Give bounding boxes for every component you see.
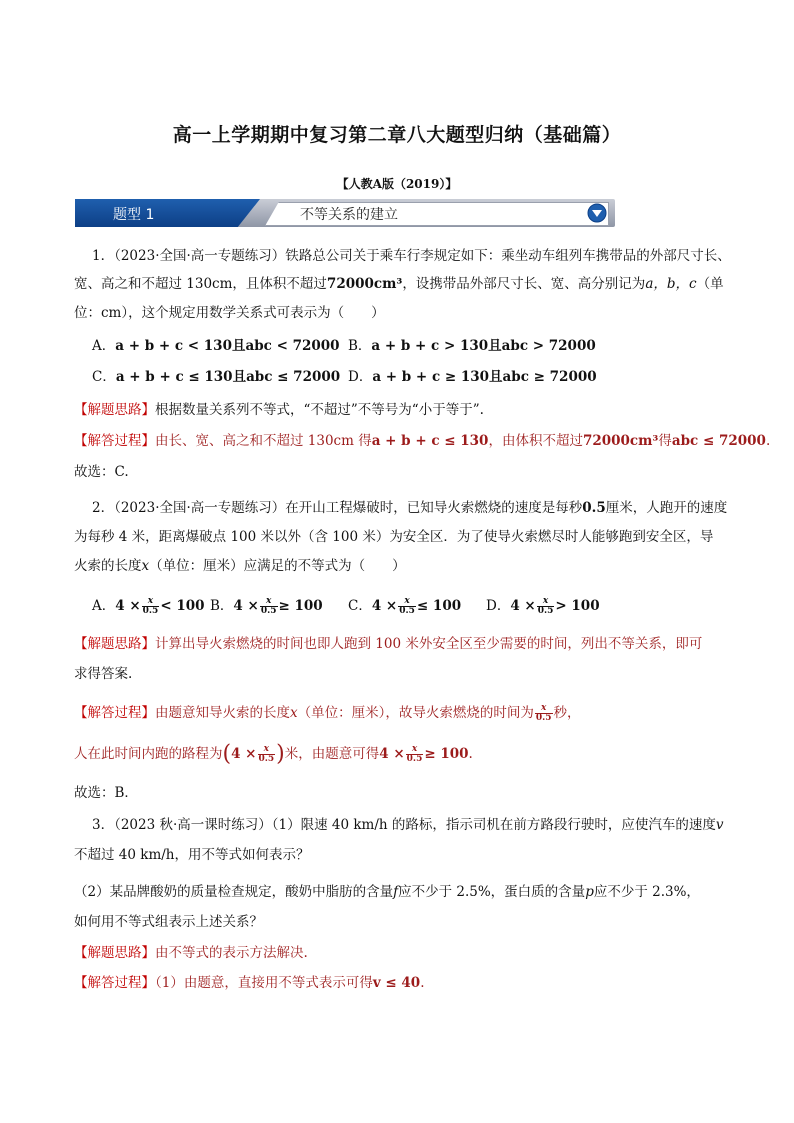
q1-option-c: C．a + b + c ≤ 130且abc ≤ 72000: [92, 369, 341, 385]
q1-solve: 【解答过程】由长、宽、高之和不超过 130cm 得a + b + c ≤ 130，由体积不超过72000cm³得abc ≤ 72000.: [74, 433, 771, 449]
q1-option-b: B．a + b + c > 130且abc > 72000: [348, 338, 596, 354]
q3-stem-line-3: （2）某品牌酸奶的质量检查规定，酸奶中脂肪的含量f应不少于 2.5%，蛋白质的含量p应不少于 2.3%，: [74, 884, 700, 900]
q2-solve-line-1: 【解答过程】由题意知导火索的长度x（单位：厘米），故导火索燃烧的时间为 $\frac{x}{0.5}$ 秒，: [74, 703, 581, 723]
topic-tag-label: 题型 1: [113, 207, 155, 223]
q1-stem-line-3: 位：cm），这个规定用数学关系式可表示为（ ）: [74, 305, 385, 321]
q2-option-d: D．4 × $\frac{x}{0.5}$ > 100: [486, 596, 600, 616]
q1-think: 【解题思路】根据数量关系列不等式，“不超过”不等号为“小于等于”.: [74, 402, 484, 418]
q3-stem-line-1: 3．（2023 秋·高一课时练习）（1）限速 40 km/h 的路标，指示司机在前方路段行驶时，应使汽车的速度v: [92, 817, 724, 833]
q2-think-line-1: 【解题思路】计算出导火索燃烧的时间也即人跑到 100 米外安全区至少需要的时间，列出不等关系，即可: [74, 636, 703, 652]
topic-title: 不等关系的建立: [300, 207, 398, 223]
q2-stem-line-3: 火索的长度x（单位：厘米）应满足的不等式为（ ）: [74, 558, 406, 574]
q3-solve: 【解答过程】（1）由题意，直接用不等式表示可得v ≤ 40.: [74, 975, 425, 991]
q3-stem-line-2: 不超过 40 km/h，用不等式如何表示？: [74, 847, 310, 863]
q2-option-a: A．4 × $\frac{x}{0.5}$ < 100: [92, 596, 205, 616]
edition-subtitle: 【人教A版（2019）】: [336, 177, 458, 191]
q1-stem-line-2: [74, 274, 724, 294]
q2-think-line-2: 求得答案.: [74, 666, 133, 682]
q2-stem-line-1: 2．（2023·全国·高一专题练习）在开山工程爆破时，已知导火索燃烧的速度是每秒0.5厘米，人跑开的速度: [92, 500, 728, 516]
chevron-down-icon[interactable]: [587, 203, 607, 223]
q1-option-a: A．a + b + c < 130且abc < 72000: [92, 338, 340, 354]
q1-vars: a，b，c: [645, 276, 697, 292]
page-title: 高一上学期期中复习第二章八大题型归纳（基础篇）: [172, 124, 622, 146]
q2-solve-line-2: 人在此时间内跑的路程为(4 × $\frac{x}{0.5}$ )米，由题意可得4 × $\frac{x}{0.5}$ ≥ 100.: [74, 741, 473, 767]
q1-option-d: D．a + b + c ≥ 130且abc ≥ 72000: [348, 369, 597, 385]
q1-text: 宽、高之和不超过 130cm，且体积不超过: [74, 276, 327, 292]
q1-stem-line-1: 1．（2023·全国·高一专题练习）铁路总公司关于乘车行李规定如下：乘坐动车组列车携带品的外部尺寸长、: [92, 248, 731, 264]
topic-tag: [75, 199, 260, 227]
q1-text: （单: [696, 276, 724, 292]
topic-banner: [75, 199, 615, 227]
q3-stem-line-4: 如何用不等式组表示上述关系？: [74, 914, 263, 930]
q1-text: ，设携带品外部尺寸长、宽、高分别记为: [402, 276, 646, 292]
q2-option-b: B．4 × $\frac{x}{0.5}$ ≥ 100: [210, 596, 323, 616]
q1-volume: 72000cm³: [326, 276, 403, 292]
q1-answer: 故选：C.: [74, 464, 129, 480]
q3-think: 【解题思路】由不等式的表示方法解决.: [74, 945, 308, 961]
q2-answer: 故选：B．: [74, 785, 138, 801]
q2-stem-line-2: 为每秒 4 米，距离爆破点 100 米以外（含 100 米）为安全区．为了使导火索燃尽时人能够跑到安全区，导: [74, 529, 714, 545]
q2-option-c: C．4 × $\frac{x}{0.5}$ ≤ 100: [348, 596, 462, 616]
